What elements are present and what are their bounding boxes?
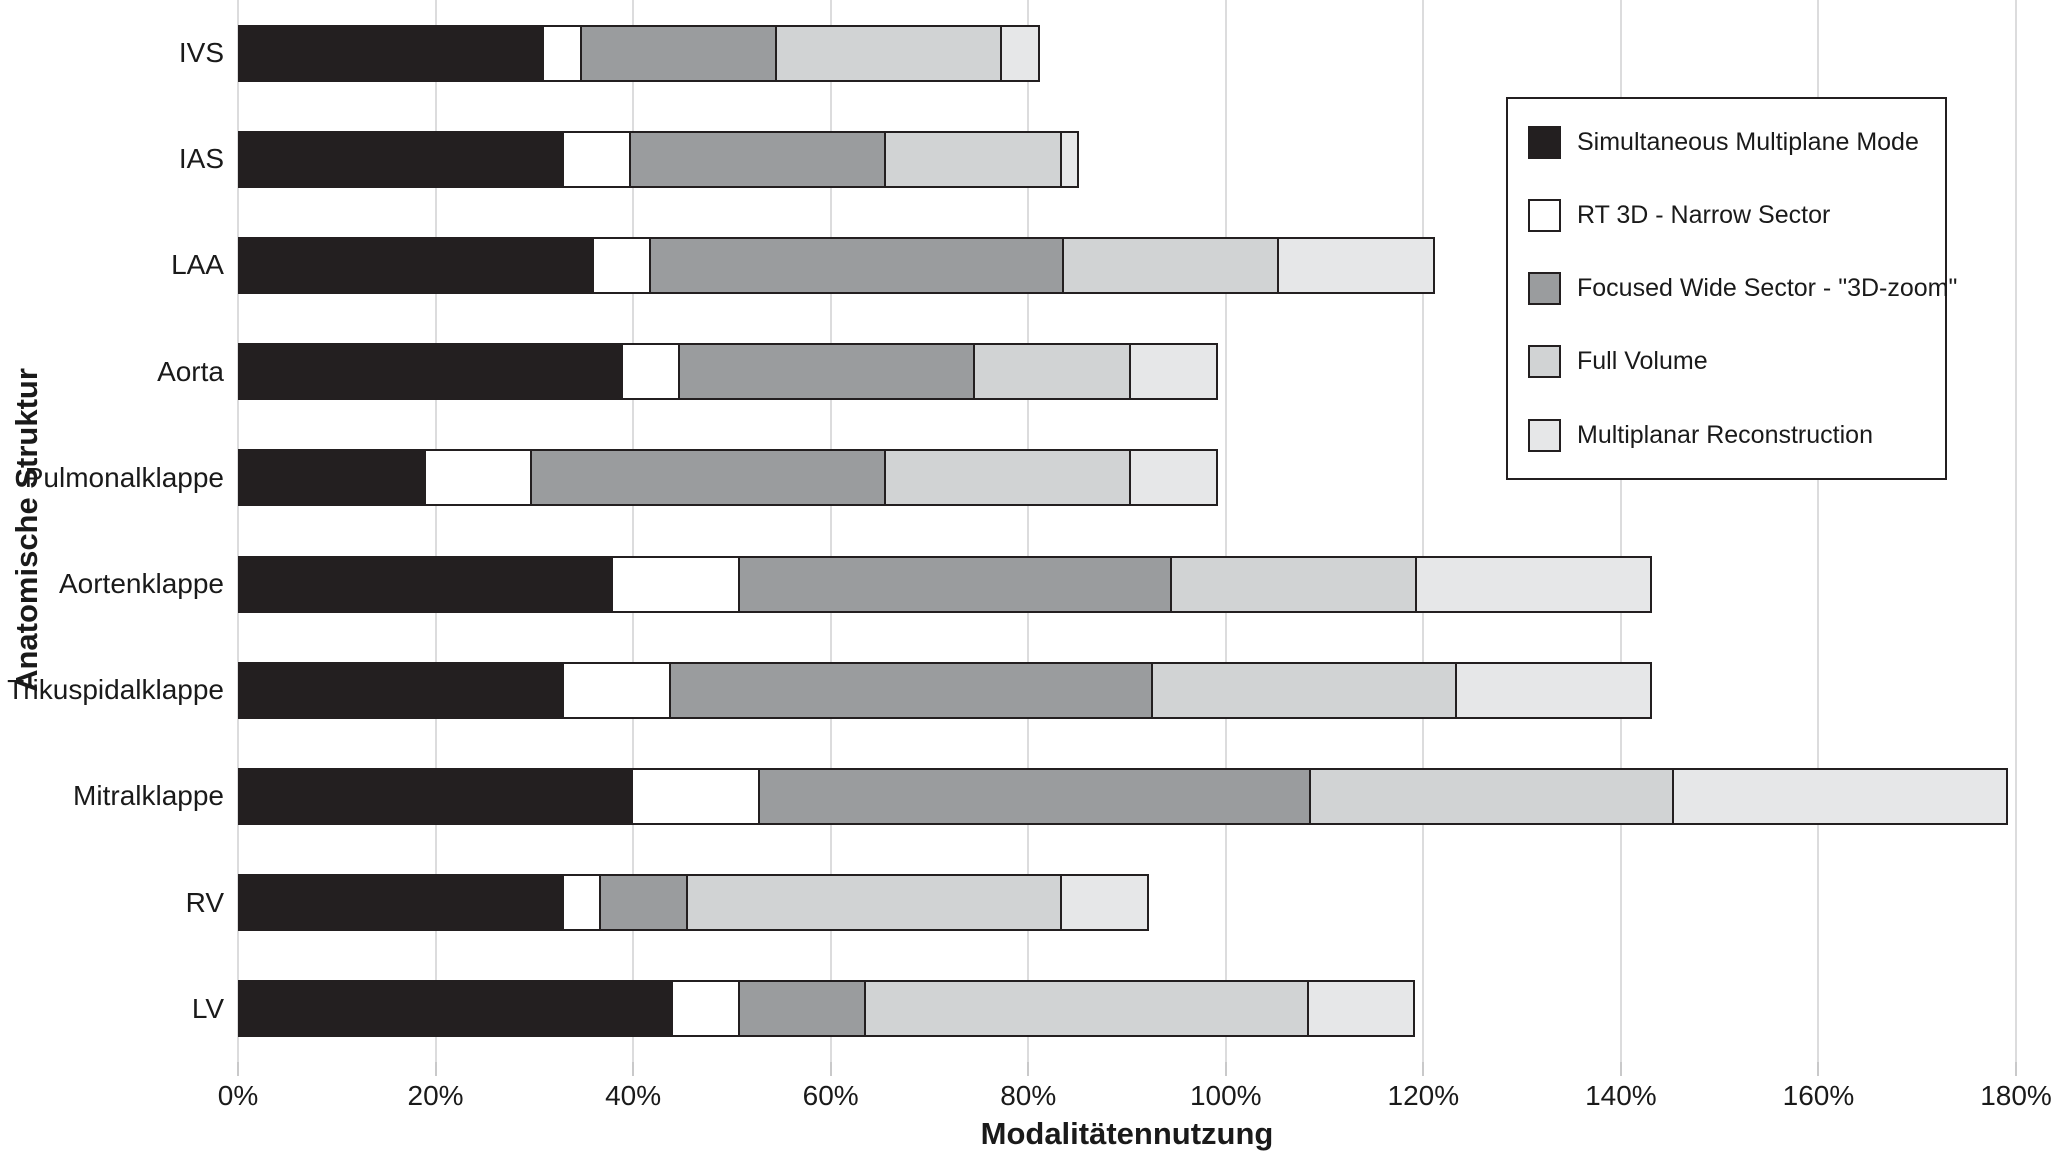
bar-segment <box>884 449 1131 506</box>
bar-segment <box>1415 556 1652 613</box>
bar-segment <box>238 449 426 506</box>
bar-segment <box>238 662 564 719</box>
y-axis-title: Anatomische Struktur <box>9 368 44 692</box>
category-label: IVS <box>178 37 224 69</box>
bar-segment <box>1129 343 1218 400</box>
stacked-bar <box>238 556 2016 613</box>
bar-segment <box>884 131 1062 188</box>
bar-segment <box>424 449 533 506</box>
x-tick-mark <box>237 1062 239 1076</box>
legend-swatch <box>1528 419 1561 452</box>
x-tick-label: 20% <box>407 1080 464 1111</box>
bar-segment <box>580 25 778 82</box>
legend-item <box>1528 417 1925 453</box>
x-tick-mark <box>1422 1062 1424 1076</box>
bar-segment <box>238 25 544 82</box>
bar-segment <box>599 874 688 931</box>
stacked-bar <box>238 980 2016 1037</box>
bar-segment <box>562 662 671 719</box>
legend-item <box>1528 344 1925 380</box>
legend-item <box>1528 197 1925 233</box>
bar-segment <box>1062 237 1279 294</box>
bar-segment <box>671 980 740 1037</box>
bar-segment <box>669 662 1153 719</box>
bar-row-trikuspidalklappe <box>238 637 2016 743</box>
x-axis <box>217 1062 2052 1122</box>
bar-segment <box>238 237 594 294</box>
legend-swatch <box>1528 272 1561 305</box>
category-label: LV <box>191 992 224 1024</box>
category-label: LAA <box>171 249 224 281</box>
x-tick-mark <box>1225 1062 1227 1076</box>
category-label: Pulmonalklappe <box>24 461 224 493</box>
x-tick-mark <box>435 1062 437 1076</box>
x-tick-mark <box>1620 1062 1622 1076</box>
legend-item <box>1528 124 1925 160</box>
bar-segment <box>649 237 1064 294</box>
category-label: Aortenklappe <box>58 568 224 600</box>
category-label: Mitralklappe <box>73 780 224 812</box>
bar-row-mitralklappe <box>238 743 2016 849</box>
stacked-bar <box>238 768 2016 825</box>
stacked-bar <box>238 662 2016 719</box>
bar-segment <box>238 980 673 1037</box>
bar-segment <box>1000 25 1040 82</box>
bar-segment <box>238 768 633 825</box>
bar-segment <box>678 343 974 400</box>
category-label: Trikuspidalklappe <box>7 674 224 706</box>
legend-swatch <box>1528 345 1561 378</box>
bar-segment <box>864 980 1309 1037</box>
bar-segment <box>238 874 564 931</box>
legend <box>1506 97 1958 480</box>
x-tick-label: 100% <box>1189 1080 1262 1111</box>
bar-row-aortenklappe <box>238 531 2016 637</box>
bar-row-lv <box>238 956 2016 1062</box>
bar-segment <box>592 237 651 294</box>
x-tick-label: 80% <box>1000 1080 1057 1111</box>
bar-segment <box>1455 662 1653 719</box>
bar-segment <box>1151 662 1457 719</box>
x-tick-mark <box>2015 1062 2017 1076</box>
bar-segment <box>238 556 613 613</box>
x-axis-title: Modalitätennutzung <box>980 1116 1274 1151</box>
bar-segment <box>238 343 623 400</box>
stacked-bar <box>238 874 2016 931</box>
bar-row-ivs <box>238 0 2016 106</box>
bar-segment <box>1060 874 1149 931</box>
x-tick-label: 60% <box>802 1080 859 1111</box>
bar-segment <box>631 768 759 825</box>
bar-segment <box>1672 768 2008 825</box>
bar-segment <box>621 343 680 400</box>
bar-segment <box>1129 449 1218 506</box>
x-tick-mark <box>1027 1062 1029 1076</box>
bar-segment <box>629 131 886 188</box>
x-tick-label: 40% <box>605 1080 662 1111</box>
bar-segment <box>238 131 564 188</box>
bar-row-rv <box>238 850 2016 956</box>
bar-segment <box>1309 768 1674 825</box>
x-tick-label: 120% <box>1387 1080 1460 1111</box>
legend-label: Multiplanar Reconstruction <box>1577 420 1873 449</box>
legend-swatch <box>1528 199 1561 232</box>
bar-segment <box>1060 131 1080 188</box>
bar-segment <box>1277 237 1435 294</box>
legend-item <box>1528 271 1958 307</box>
bar-segment <box>562 874 602 931</box>
bar-segment <box>562 131 631 188</box>
bar-segment <box>542 25 582 82</box>
bar-segment <box>775 25 1002 82</box>
bar-segment <box>1307 980 1416 1037</box>
legend-label: Full Volume <box>1577 347 1708 376</box>
bar-segment <box>686 874 1061 931</box>
bar-segment <box>530 449 886 506</box>
category-label: IAS <box>178 143 224 175</box>
category-label: Aorta <box>157 355 224 387</box>
legend-swatch <box>1528 126 1561 159</box>
category-label: RV <box>185 886 224 918</box>
bar-segment <box>973 343 1131 400</box>
bar-segment <box>1170 556 1417 613</box>
x-tick-label: 140% <box>1585 1080 1657 1111</box>
bar-segment <box>738 980 866 1037</box>
bar-segment <box>758 768 1311 825</box>
legend-label: RT 3D - Narrow Sector <box>1577 200 1831 229</box>
bar-segment <box>611 556 739 613</box>
bar-segment <box>738 556 1173 613</box>
y-axis-category-labels <box>0 0 224 1062</box>
stacked-bar <box>238 25 2016 82</box>
legend-label: Focused Wide Sector - "3D-zoom" <box>1577 274 1958 302</box>
x-tick-label: 160% <box>1782 1080 1855 1111</box>
x-tick-mark <box>830 1062 832 1076</box>
x-tick-label: 180% <box>1980 1080 2052 1111</box>
x-tick-mark <box>1817 1062 1819 1076</box>
x-tick-mark <box>632 1062 634 1076</box>
legend-label: Simultaneous Multiplane Mode <box>1577 127 1919 156</box>
x-tick-label: 0% <box>217 1080 259 1111</box>
